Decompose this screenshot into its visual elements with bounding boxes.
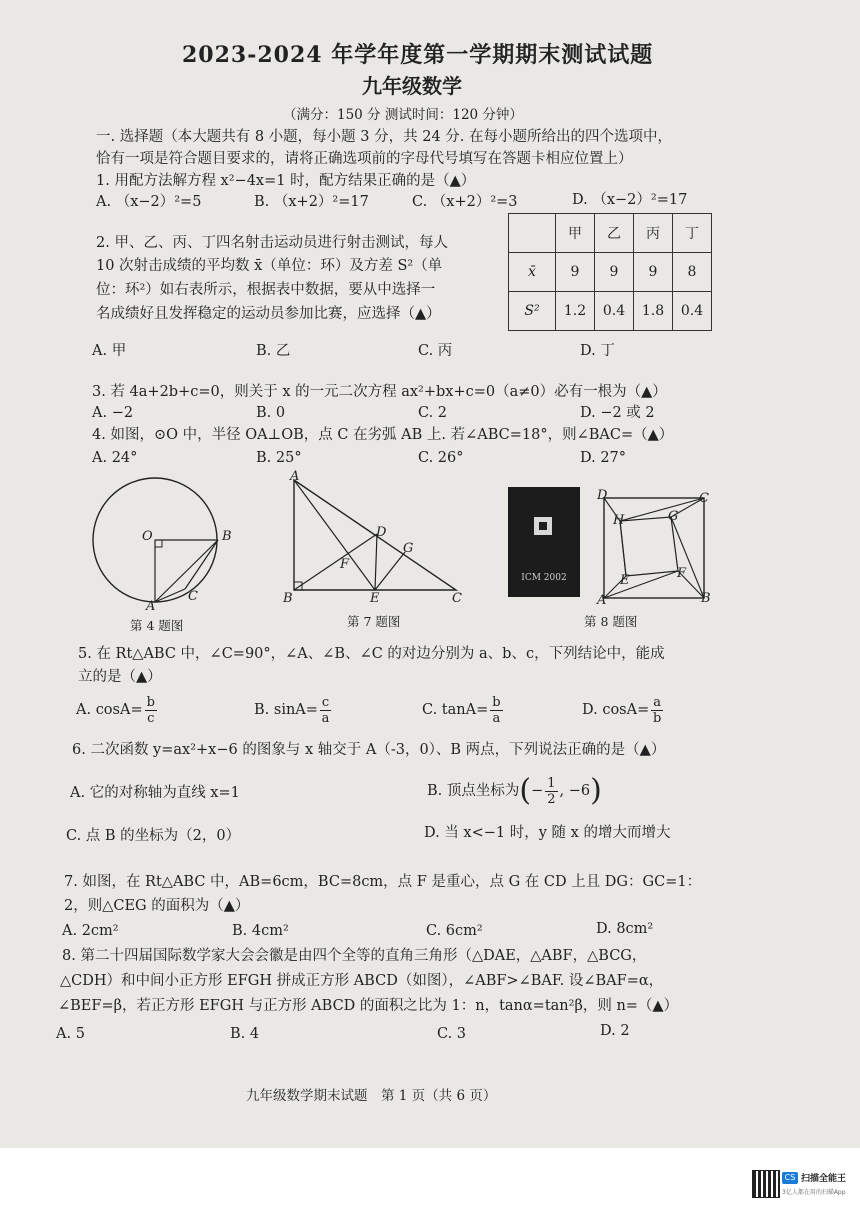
table-row: [509, 253, 712, 292]
q1-option-b: B. （x+2）²=17: [254, 194, 369, 210]
fig7-label-a: A: [290, 469, 300, 484]
figure-8-diagram: [596, 488, 716, 606]
q4-option-a: A. 24°: [92, 450, 138, 466]
numerator: c: [321, 694, 330, 710]
right-paren: ): [590, 773, 602, 808]
q7-option-b: B. 4cm²: [232, 923, 289, 939]
fig7-label-c: C: [452, 591, 462, 606]
q4-option-c: C. 26°: [418, 450, 464, 466]
q2-option-d: D. 丁: [580, 343, 615, 359]
q5-option-a: [76, 690, 159, 730]
page-footer: 九年级数学期末试题 第 1 页（共 6 页）: [246, 1088, 497, 1104]
table-cell: 9: [595, 253, 634, 292]
table-cell: 0.4: [595, 292, 634, 331]
table-row: [509, 214, 712, 253]
q7-option-a: A. 2cm²: [62, 923, 119, 939]
table-cell: 0.4: [673, 292, 712, 331]
q3-stem: 3. 若 4a+2b+c=0，则关于 x 的一元二次方程 ax²+bx+c=0（a≠0）必有一根为（▲）: [92, 384, 667, 400]
q8-line1: 8. 第二十四届国际数学家大会会徽是由四个全等的直角三角形（△DAE，△ABF，△BCG，: [62, 948, 647, 964]
table-cell: 1.2: [556, 292, 595, 331]
fig7-label-d: D: [376, 525, 387, 540]
option-label: A. cosA=: [76, 702, 143, 718]
fraction: [145, 695, 157, 726]
table-cell: 1.8: [634, 292, 673, 331]
section-intro-line2: 恰有一项是符合题目要求的，请将正确选项前的字母代号填写在答题卡相应位置上）: [96, 151, 633, 167]
q4-option-d: D. 27°: [580, 450, 627, 466]
q8-line3: ∠BEF=β，若正方形 EFGH 与正方形 ABCD 的面积之比为 1：n，tanα=tan²β，则 n=（▲）: [58, 998, 679, 1014]
option-label: D. cosA=: [582, 702, 650, 718]
fig8-label-h: H: [613, 513, 625, 528]
q7-option-d: D. 8cm²: [596, 921, 654, 937]
fig4-label-b: B: [222, 529, 232, 544]
table-cell: 8: [673, 253, 712, 292]
left-paren: (: [519, 773, 532, 808]
q6-option-a: A. 它的对称轴为直线 x=1: [70, 785, 240, 801]
q1-option-a: A. （x−2）²=5: [96, 194, 202, 210]
q5-stem-line1: 5. 在 Rt△ABC 中，∠C=90°，∠A、∠B、∠C 的对边分别为 a、b、c，下列结论中，能成: [78, 646, 665, 662]
fig8-label-d: D: [597, 488, 608, 503]
option-label: B. sinA=: [254, 702, 318, 718]
option-label: C. tanA=: [422, 702, 489, 718]
q1-option-c: C. （x+2）²=3: [412, 194, 518, 210]
fig4-label-a: A: [146, 599, 156, 614]
denominator: 2: [547, 791, 556, 807]
table-cell: 丙: [634, 214, 673, 253]
fig7-label-f: F: [340, 557, 350, 572]
q4-option-b: B. 25°: [256, 450, 302, 466]
fig8-label-a: A: [597, 593, 607, 608]
table-cell: 9: [556, 253, 595, 292]
q2-option-a: A. 甲: [92, 343, 127, 359]
exam-subtitle: 九年级数学: [362, 74, 462, 98]
q2-line3: 位：环²）如右表所示，根据表中数据，要从中选择一: [96, 282, 436, 298]
numerator: b: [146, 694, 155, 710]
denominator: a: [321, 710, 330, 726]
q6-stem: 6. 二次函数 y=ax²+x−6 的图象与 x 轴交于 A（-3，0）、B 两点，下列说法正确的是（▲）: [72, 742, 666, 758]
fig7-label-e: E: [370, 591, 380, 606]
denominator: a: [492, 710, 501, 726]
icm-emblem-image: [508, 487, 580, 597]
q7-line1: 7. 如图，在 Rt△ABC 中，AB=6cm，BC=8cm，点 F 是重心，点 G 在 CD 上且 DG：GC=1：: [64, 874, 702, 890]
q3-option-c: C. 2: [418, 405, 448, 421]
fraction: [320, 695, 331, 726]
q2-line4: 名成绩好且发挥稳定的运动员参加比赛，应选择（▲）: [96, 306, 441, 322]
q3-option-b: B. 0: [256, 405, 286, 421]
q5-stem-line2: 立的是（▲）: [78, 669, 162, 685]
section-intro-line1: 一. 选择题（本大题共有 8 小题，每小题 3 分，共 24 分. 在每小题所给出的四个选项中，: [96, 129, 672, 145]
table-cell: S²: [509, 292, 556, 331]
scanner-app-name: 扫描全能王: [801, 1174, 847, 1184]
denominator: c: [147, 710, 155, 726]
fig7-label-b: B: [283, 591, 293, 606]
fig4-label-c: C: [188, 589, 198, 604]
table-cell: [509, 214, 556, 253]
q8-option-a: A. 5: [56, 1026, 85, 1042]
figure-7-diagram: [280, 469, 470, 607]
table-cell: x̄: [509, 253, 556, 292]
fig8-label-f: F: [677, 566, 687, 581]
qr-code-icon: [752, 1170, 780, 1198]
q7-option-c: C. 6cm²: [426, 923, 483, 939]
fig8-label-g: G: [668, 509, 679, 524]
q8-option-c: C. 3: [437, 1026, 467, 1042]
fraction: [651, 695, 663, 726]
fig8-label-c: C: [699, 491, 709, 506]
numerator: b: [492, 694, 501, 710]
table-cell: 丁: [673, 214, 712, 253]
q5-option-c: [422, 690, 505, 730]
q3-option-a: A. −2: [92, 405, 134, 421]
minus-sign: −: [531, 783, 544, 799]
fig4-label-o: O: [142, 529, 153, 544]
scanner-badge: [752, 1168, 848, 1198]
q4-stem: 4. 如图，⊙O 中，半径 OA⊥OB，点 C 在劣弧 AB 上. 若∠ABC=18°，则∠BAC=（▲）: [92, 427, 674, 443]
table-row: [509, 292, 712, 331]
fig7-label-g: G: [403, 541, 414, 556]
denominator: b: [652, 710, 662, 726]
q2-option-c: C. 丙: [418, 343, 453, 359]
q2-score-table: [508, 213, 712, 331]
q2-line2: 10 次射击成绩的平均数 x̄（单位：环）及方差 S²（单: [96, 258, 443, 274]
fraction: [545, 776, 557, 807]
q3-option-d: D. −2 或 2: [580, 405, 655, 421]
q5-option-b: [254, 690, 333, 730]
q1-stem: 1. 用配方法解方程 x²−4x=1 时，配方结果正确的是（▲）: [96, 173, 476, 189]
emblem-text: ICM 2002: [521, 573, 567, 583]
vertex-y: , −6: [559, 783, 591, 799]
fraction: [490, 695, 502, 726]
q8-option-b: B. 4: [230, 1026, 260, 1042]
option-label: B. 顶点坐标为: [427, 783, 520, 799]
table-cell: 乙: [595, 214, 634, 253]
exam-info: （满分：150 分 测试时间：120 分钟）: [283, 107, 523, 123]
q8-option-d: D. 2: [600, 1023, 630, 1039]
table-cell: 9: [634, 253, 673, 292]
q6-option-b: [427, 768, 602, 814]
fig8-label-b: B: [701, 591, 711, 606]
numerator: 1: [547, 775, 556, 791]
exam-title: 2023-2024 年学年度第一学期期末测试试题: [182, 42, 654, 68]
scanner-app-tagline: 3亿人都在用的扫描App: [782, 1189, 846, 1196]
q5-option-d: [582, 690, 665, 730]
numerator: a: [653, 694, 662, 710]
q7-line2: 2，则△CEG 的面积为（▲）: [64, 898, 250, 914]
q6-option-d: D. 当 x<−1 时，y 随 x 的增大而增大: [424, 825, 671, 841]
q6-option-c: C. 点 B 的坐标为（2，0）: [66, 828, 241, 844]
cs-logo-icon: CS: [782, 1172, 798, 1184]
figure-4-diagram: [88, 474, 248, 614]
fig8-label-e: E: [620, 573, 630, 588]
q2-option-b: B. 乙: [256, 343, 291, 359]
figure-8-caption: 第 8 题图: [584, 614, 638, 629]
q8-line2: △CDH）和中间小正方形 EFGH 拼成正方形 ABCD（如图），∠ABF>∠BAF. 设∠BAF=α，: [60, 973, 664, 989]
q2-line1: 2. 甲、乙、丙、丁四名射击运动员进行射击测试，每人: [96, 235, 448, 251]
q1-option-d: D. （x−2）²=17: [572, 192, 688, 208]
table-cell: 甲: [556, 214, 595, 253]
figure-7-caption: 第 7 题图: [347, 614, 401, 629]
figure-4-caption: 第 4 题图: [130, 618, 184, 633]
